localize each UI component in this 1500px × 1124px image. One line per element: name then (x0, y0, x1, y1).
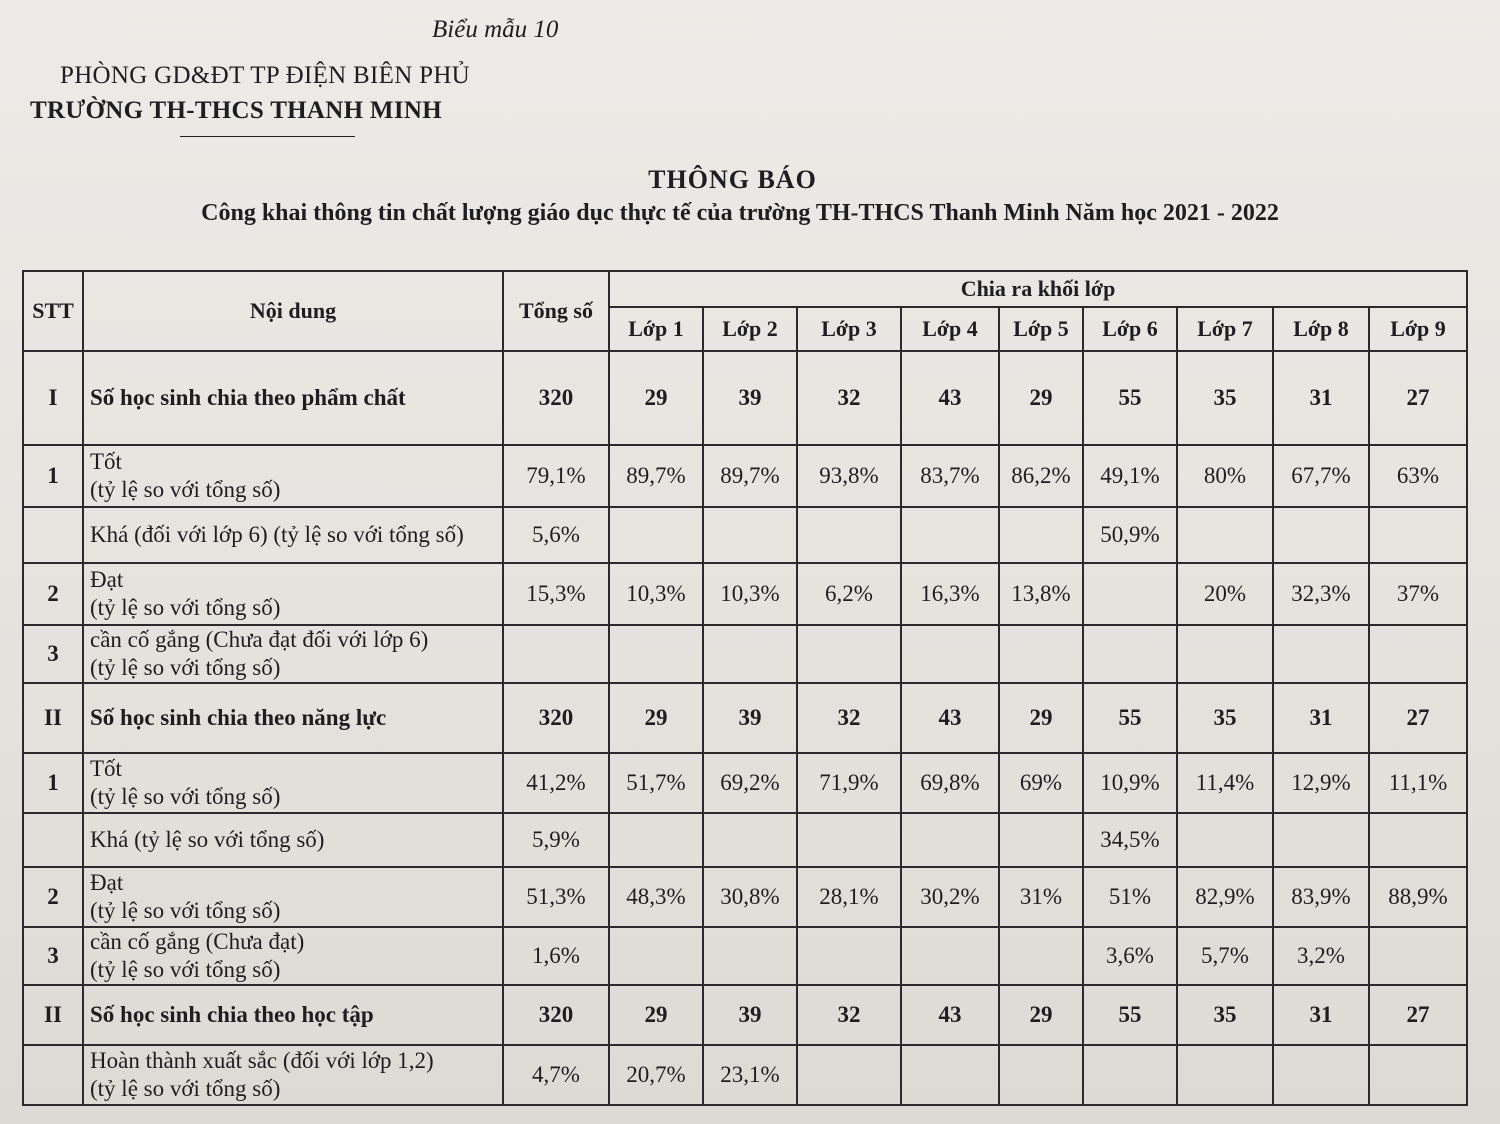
row-content (83, 445, 503, 507)
grade-7-value: 5,7% (1177, 927, 1273, 985)
row-stt: 3 (23, 625, 83, 683)
grade-3-value (797, 927, 901, 985)
header-grade-group: Chia ra khối lớp (609, 271, 1467, 307)
grade-5-value: 31% (999, 867, 1083, 927)
grade-4-value (901, 507, 999, 563)
grade-5-value (999, 1045, 1083, 1105)
header-content: Nội dung (83, 271, 503, 351)
grade-1-value: 51,7% (609, 753, 703, 813)
form-number: Biểu mẫu 10 (432, 16, 559, 43)
grade-3-value (797, 507, 901, 563)
row-label: cần cố gắng (Chưa đạt) (90, 929, 305, 954)
grade-3-value: 32 (797, 683, 901, 753)
grade-5-value: 86,2% (999, 445, 1083, 507)
row-label: Khá (đối với lớp 6) (tỷ lệ so với tổng số) (90, 522, 464, 547)
row-label: Đạt (90, 870, 124, 895)
row-label: Hoàn thành xuất sắc (đối với lớp 1,2) (90, 1048, 434, 1073)
grade-9-value: 27 (1369, 351, 1467, 445)
grade-4-value: 43 (901, 985, 999, 1045)
grade-1-value: 48,3% (609, 867, 703, 927)
row-content (83, 351, 503, 445)
row-sublabel: (tỷ lệ so với tổng số) (90, 655, 281, 680)
grade-7-value: 80% (1177, 445, 1273, 507)
grade-2-value: 30,8% (703, 867, 797, 927)
grade-2-value: 69,2% (703, 753, 797, 813)
row-content (83, 563, 503, 625)
grade-9-value: 63% (1369, 445, 1467, 507)
row-total: 4,7% (503, 1045, 609, 1105)
department-name: PHÒNG GD&ĐT TP ĐIỆN BIÊN PHỦ (60, 62, 471, 89)
header-grade-4: Lớp 4 (901, 307, 999, 351)
grade-6-value: 34,5% (1083, 813, 1177, 867)
grade-8-value: 32,3% (1273, 563, 1369, 625)
grade-5-value (999, 927, 1083, 985)
table-row (23, 625, 1467, 683)
table-row (23, 1045, 1467, 1105)
row-total: 5,6% (503, 507, 609, 563)
row-stt: II (23, 985, 83, 1045)
header-grade-7: Lớp 7 (1177, 307, 1273, 351)
grade-2-value: 89,7% (703, 445, 797, 507)
grade-8-value: 31 (1273, 985, 1369, 1045)
row-content (83, 867, 503, 927)
row-label: Tốt (90, 756, 122, 781)
grade-1-value: 29 (609, 985, 703, 1045)
grade-3-value (797, 625, 901, 683)
row-total: 320 (503, 985, 609, 1045)
row-sublabel: (tỷ lệ so với tổng số) (90, 957, 281, 982)
grade-8-value: 83,9% (1273, 867, 1369, 927)
row-stt (23, 507, 83, 563)
grade-6-value: 10,9% (1083, 753, 1177, 813)
section-row (23, 683, 1467, 753)
row-content (83, 985, 503, 1045)
row-total: 41,2% (503, 753, 609, 813)
row-sublabel: (tỷ lệ so với tổng số) (90, 898, 281, 923)
grade-9-value: 37% (1369, 563, 1467, 625)
grade-6-value: 55 (1083, 985, 1177, 1045)
grade-5-value: 29 (999, 985, 1083, 1045)
grade-8-value: 67,7% (1273, 445, 1369, 507)
document-subtitle: Công khai thông tin chất lượng giáo dục thực tế của trường TH-THCS Thanh Minh Năm học 2021 - 2022 (201, 200, 1279, 226)
section-row (23, 985, 1467, 1045)
grade-9-value: 88,9% (1369, 867, 1467, 927)
grade-3-value (797, 1045, 901, 1105)
table-row (23, 753, 1467, 813)
row-content (83, 683, 503, 753)
row-stt (23, 1045, 83, 1105)
header-grade-2: Lớp 2 (703, 307, 797, 351)
row-stt: 1 (23, 753, 83, 813)
grade-7-value (1177, 1045, 1273, 1105)
row-stt: 3 (23, 927, 83, 985)
quality-table (22, 270, 1468, 1106)
grade-8-value: 31 (1273, 351, 1369, 445)
grade-7-value: 35 (1177, 351, 1273, 445)
grade-1-value (609, 625, 703, 683)
row-stt: 1 (23, 445, 83, 507)
grade-5-value: 29 (999, 351, 1083, 445)
grade-2-value: 39 (703, 985, 797, 1045)
grade-8-value (1273, 625, 1369, 683)
grade-6-value: 49,1% (1083, 445, 1177, 507)
row-sublabel: (tỷ lệ so với tổng số) (90, 595, 281, 620)
grade-7-value: 82,9% (1177, 867, 1273, 927)
header-grade-6: Lớp 6 (1083, 307, 1177, 351)
row-total: 320 (503, 351, 609, 445)
grade-2-value (703, 625, 797, 683)
row-total: 320 (503, 683, 609, 753)
row-content (83, 753, 503, 813)
table-row (23, 445, 1467, 507)
row-label: cần cố gắng (Chưa đạt đối với lớp 6) (90, 627, 429, 652)
grade-9-value (1369, 625, 1467, 683)
grade-3-value: 28,1% (797, 867, 901, 927)
grade-3-value: 71,9% (797, 753, 901, 813)
row-content (83, 1045, 503, 1105)
document-title: THÔNG BÁO (648, 165, 817, 194)
grade-9-value (1369, 927, 1467, 985)
grade-6-value: 50,9% (1083, 507, 1177, 563)
row-label: Khá (tỷ lệ so với tổng số) (90, 827, 325, 852)
grade-5-value (999, 507, 1083, 563)
grade-1-value (609, 813, 703, 867)
grade-4-value: 43 (901, 683, 999, 753)
section-row (23, 351, 1467, 445)
grade-6-value: 55 (1083, 683, 1177, 753)
row-content (83, 927, 503, 985)
row-content (83, 813, 503, 867)
grade-5-value (999, 813, 1083, 867)
grade-7-value: 35 (1177, 985, 1273, 1045)
grade-8-value (1273, 1045, 1369, 1105)
table-row (23, 507, 1467, 563)
row-label: Số học sinh chia theo năng lực (90, 705, 387, 730)
grade-5-value: 29 (999, 683, 1083, 753)
grade-4-value (901, 927, 999, 985)
grade-3-value (797, 813, 901, 867)
grade-3-value: 6,2% (797, 563, 901, 625)
row-total (503, 625, 609, 683)
grade-9-value (1369, 1045, 1467, 1105)
table-row (23, 867, 1467, 927)
grade-3-value: 32 (797, 351, 901, 445)
row-total: 51,3% (503, 867, 609, 927)
grade-8-value: 3,2% (1273, 927, 1369, 985)
grade-1-value: 10,3% (609, 563, 703, 625)
grade-4-value: 43 (901, 351, 999, 445)
grade-1-value: 29 (609, 351, 703, 445)
grade-2-value: 10,3% (703, 563, 797, 625)
grade-1-value: 89,7% (609, 445, 703, 507)
grade-1-value: 20,7% (609, 1045, 703, 1105)
row-total: 1,6% (503, 927, 609, 985)
row-label: Số học sinh chia theo học tập (90, 1002, 374, 1027)
header-grade-1: Lớp 1 (609, 307, 703, 351)
table-row (23, 927, 1467, 985)
grade-8-value: 12,9% (1273, 753, 1369, 813)
grade-8-value (1273, 507, 1369, 563)
header-grade-8: Lớp 8 (1273, 307, 1369, 351)
grade-7-value (1177, 813, 1273, 867)
grade-2-value: 23,1% (703, 1045, 797, 1105)
row-stt: I (23, 351, 83, 445)
grade-9-value: 27 (1369, 985, 1467, 1045)
header-grade-3: Lớp 3 (797, 307, 901, 351)
row-sublabel: (tỷ lệ so với tổng số) (90, 1076, 281, 1101)
grade-9-value: 27 (1369, 683, 1467, 753)
grade-1-value (609, 507, 703, 563)
row-label: Đạt (90, 567, 124, 592)
grade-2-value (703, 927, 797, 985)
row-sublabel: (tỷ lệ so với tổng số) (90, 784, 281, 809)
grade-4-value (901, 813, 999, 867)
grade-4-value: 16,3% (901, 563, 999, 625)
grade-1-value (609, 927, 703, 985)
grade-7-value: 35 (1177, 683, 1273, 753)
row-label: Tốt (90, 449, 122, 474)
grade-5-value: 13,8% (999, 563, 1083, 625)
grade-1-value: 29 (609, 683, 703, 753)
row-total: 5,9% (503, 813, 609, 867)
grade-4-value (901, 625, 999, 683)
grade-2-value: 39 (703, 683, 797, 753)
row-stt: 2 (23, 563, 83, 625)
row-stt: 2 (23, 867, 83, 927)
row-stt (23, 813, 83, 867)
header-grade-5: Lớp 5 (999, 307, 1083, 351)
grade-6-value (1083, 1045, 1177, 1105)
table-row (23, 813, 1467, 867)
grade-7-value (1177, 507, 1273, 563)
grade-6-value (1083, 625, 1177, 683)
grade-8-value (1273, 813, 1369, 867)
grade-9-value: 11,1% (1369, 753, 1467, 813)
header-grade-9: Lớp 9 (1369, 307, 1467, 351)
school-name-underline (180, 136, 355, 137)
header-total: Tổng số (503, 271, 609, 351)
grade-6-value: 3,6% (1083, 927, 1177, 985)
table-header (23, 271, 1467, 351)
grade-6-value: 51% (1083, 867, 1177, 927)
grade-7-value (1177, 625, 1273, 683)
grade-2-value (703, 813, 797, 867)
row-sublabel: (tỷ lệ so với tổng số) (90, 477, 281, 502)
grade-6-value: 55 (1083, 351, 1177, 445)
table-body (23, 351, 1467, 1105)
grade-7-value: 11,4% (1177, 753, 1273, 813)
row-total: 79,1% (503, 445, 609, 507)
grade-4-value: 69,8% (901, 753, 999, 813)
grade-4-value: 83,7% (901, 445, 999, 507)
row-stt: II (23, 683, 83, 753)
grade-4-value: 30,2% (901, 867, 999, 927)
grade-2-value: 39 (703, 351, 797, 445)
grade-6-value (1083, 563, 1177, 625)
row-content (83, 625, 503, 683)
header-stt: STT (23, 271, 83, 351)
grade-3-value: 93,8% (797, 445, 901, 507)
table-row (23, 563, 1467, 625)
grade-4-value (901, 1045, 999, 1105)
row-label: Số học sinh chia theo phẩm chất (90, 385, 406, 410)
school-name: TRƯỜNG TH-THCS THANH MINH (30, 97, 442, 124)
grade-5-value: 69% (999, 753, 1083, 813)
row-total: 15,3% (503, 563, 609, 625)
grade-2-value (703, 507, 797, 563)
grade-7-value: 20% (1177, 563, 1273, 625)
grade-9-value (1369, 813, 1467, 867)
grade-5-value (999, 625, 1083, 683)
grade-9-value (1369, 507, 1467, 563)
grade-8-value: 31 (1273, 683, 1369, 753)
grade-3-value: 32 (797, 985, 901, 1045)
row-content (83, 507, 503, 563)
